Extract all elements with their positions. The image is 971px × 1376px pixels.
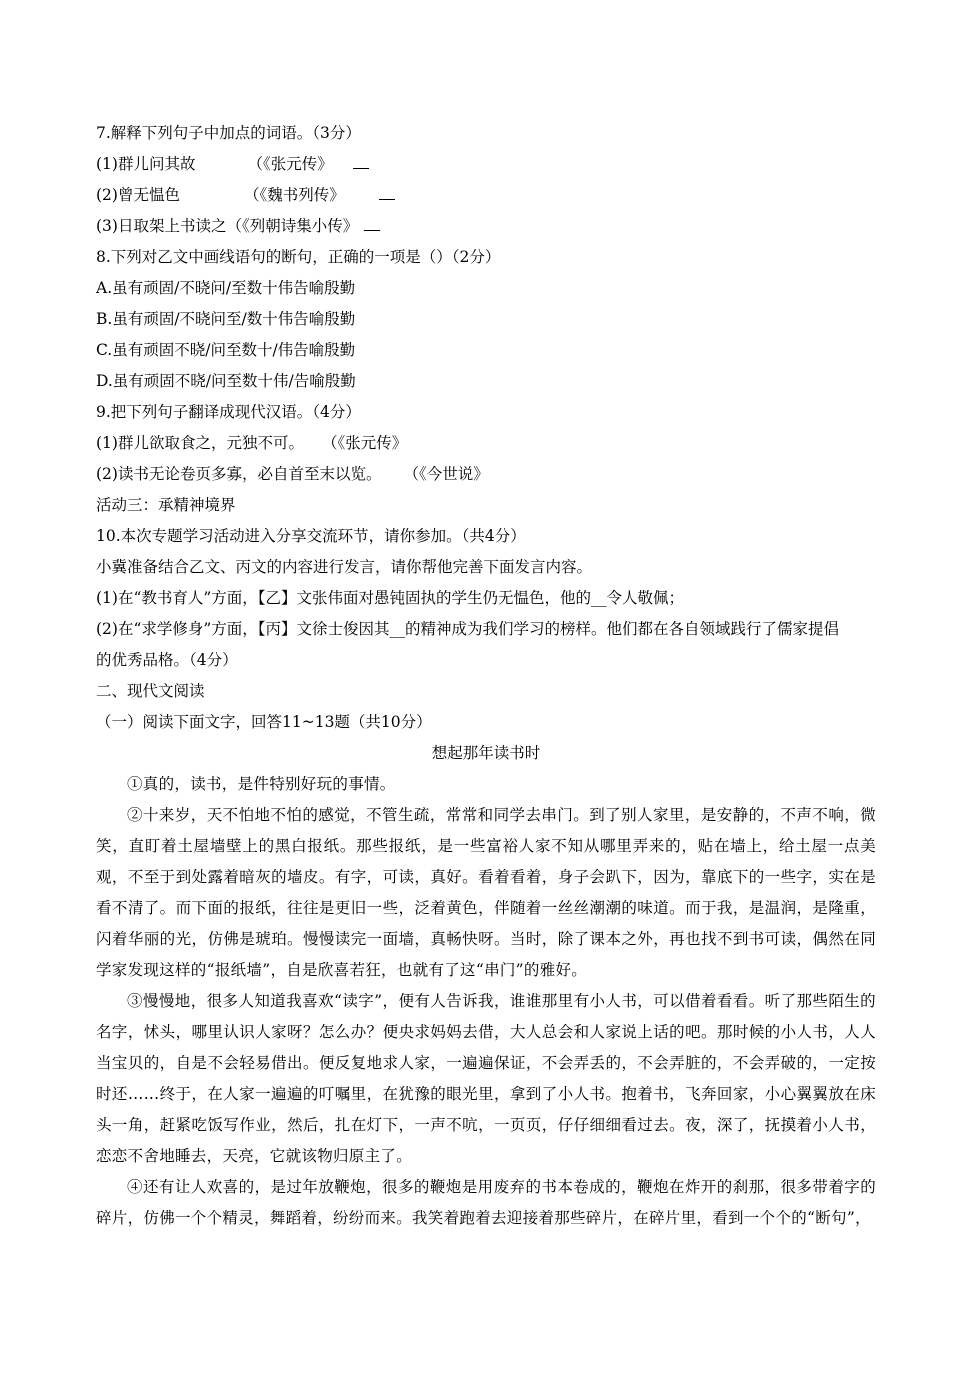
q7-item-1 [96,149,876,180]
part-1-heading: （一）阅读下面文字，回答11~13题（共10分） [96,713,432,731]
q10-item-2b: 的优秀品格。（4分） [96,651,238,669]
q8-stem: 8.下列对乙文中画线语句的断句，正确的一项是（）（2分） [96,248,501,266]
activity-3-heading: 活动三：承精神境界 [96,496,236,514]
q9-item-1-text: (1)群儿欲取食之，元独不可。 [96,434,304,452]
q8-option-b[interactable]: B.虽有顽固/不晓问至/数十伟告喻殷勤 [96,310,356,328]
q8-option-a[interactable]: A.虽有顽固/不晓问/至数十伟告喻殷勤 [96,279,356,297]
q7-stem: 7.解释下列句子中加点的词语。（3分） [96,124,361,142]
q9-item-2-source: （《今世说》 [403,465,489,483]
section-2-heading: 二、现代文阅读 [96,682,205,700]
q10-intro: 小冀准备结合乙文、丙文的内容进行发言，请你帮他完善下面发言内容。 [96,558,593,576]
q7-item-1-source: （《张元传》 [247,155,333,173]
q9-item-1-source: （《张元传》 [321,434,408,452]
q7-item-3-blank[interactable] [364,214,380,231]
article-title: 想起那年读书时 [431,744,541,762]
article-paragraph-3: ③慢慢地，很多人知道我喜欢“读字”，便有人告诉我，谁谁那里有小人书，可以借着看看。听了那些陌生的名字，怵头，哪里认识人家呀？怎么办？便央求妈妈去借，大人总会和人家说上话的吧。那时候的小人书，人人当宝贝的，自是不会轻易借出。便反复地求人家，一遍遍保证，不会弄丢的，不会弄脏的，不会弄破的，一定按时还……终于，在人家一遍遍的叮嘱里，在犹豫的眼光里，拿到了小人书。抱着书，飞奔回家，小心翼翼放在床头一角，赶紧吃饭写作业，然后，扎在灯下，一声不吭，一页页，仔仔细细看过去。夜，深了，抚摸着小人书，恋恋不舍地睡去，天亮，它就该物归原主了。 [96,992,876,1165]
q7-item-2-source: （《魏书列传》 [243,186,345,204]
q8-option-d[interactable]: D.虽有顽固不晓/问至数十伟/告喻殷勤 [96,372,356,390]
q7-item-3-text: (3)日取架上书读之 [96,217,227,235]
q9-stem: 9.把下列句子翻译成现代汉语。（4分） [96,403,361,421]
q8-option-c[interactable]: C.虽有顽固不晓/问至数十/伟告喻殷勤 [96,341,356,359]
q10-item-1: (1)在“教书育人”方面，【乙】文张伟面对愚钝固执的学生仍无愠色，他的__令人敬佩； [96,589,685,607]
document-page [96,118,876,1234]
q10-item-2a: (2)在“求学修身”方面，【丙】文徐士俊因其__的精神成为我们学习的榜样。他们都在各自领域践行了儒家提倡 [96,620,840,638]
q7-item-3 [96,211,876,242]
q7-item-2 [96,180,876,211]
q9-item-2 [96,459,876,490]
q7-item-1-text: (1)群儿问其故 [96,155,196,173]
article-paragraph-2: ②十来岁，天不怕地不怕的感觉，不管生疏，常常和同学去串门。到了别人家里，是安静的，不声不响，微笑，直盯着土屋墙壁上的黑白报纸。那些报纸，是一些富裕人家不知从哪里弄来的，贴在墙上，给土屋一点美观，不至于到处露着暗灰的墙皮。有字，可读，真好。看着看着，身子会趴下，因为，靠底下的一些字，实在是看不清了。而下面的报纸，往往是更旧一些，泛着黄色，伴随着一丝丝潮潮的味道。而于我，是温润，是隆重，闪着华丽的光，仿佛是琥珀。慢慢读完一面墙，真畅快呀。当时，除了课本之外，再也找不到书可读，偶然在同学家发现这样的“报纸墙”，自是欣喜若狂，也就有了这“串门”的雅好。 [96,806,876,979]
article-paragraph-1: ①真的，读书，是件特别好玩的事情。 [127,775,396,793]
q7-item-1-blank[interactable] [353,152,369,169]
q7-item-2-blank[interactable] [379,183,395,200]
q7-item-3-source: （《列朝诗集小传》 [226,217,359,235]
q9-item-1 [96,428,876,459]
q9-item-2-text: (2)读书无论卷页多寡，必自首至末以览。 [96,465,382,483]
q7-item-2-text: (2)曾无愠色 [96,186,180,204]
article-paragraph-4: ④还有让人欢喜的，是过年放鞭炮，很多的鞭炮是用废弃的书本卷成的，鞭炮在炸开的刹那，很多带着字的碎片，仿佛一个个精灵，舞蹈着，纷纷而来。我笑着跑着去迎接着那些碎片，在碎片里，看到一个个的“断句”， [96,1178,876,1227]
q10-stem: 10.本次专题学习活动进入分享交流环节，请你参加。（共4分） [96,527,526,545]
